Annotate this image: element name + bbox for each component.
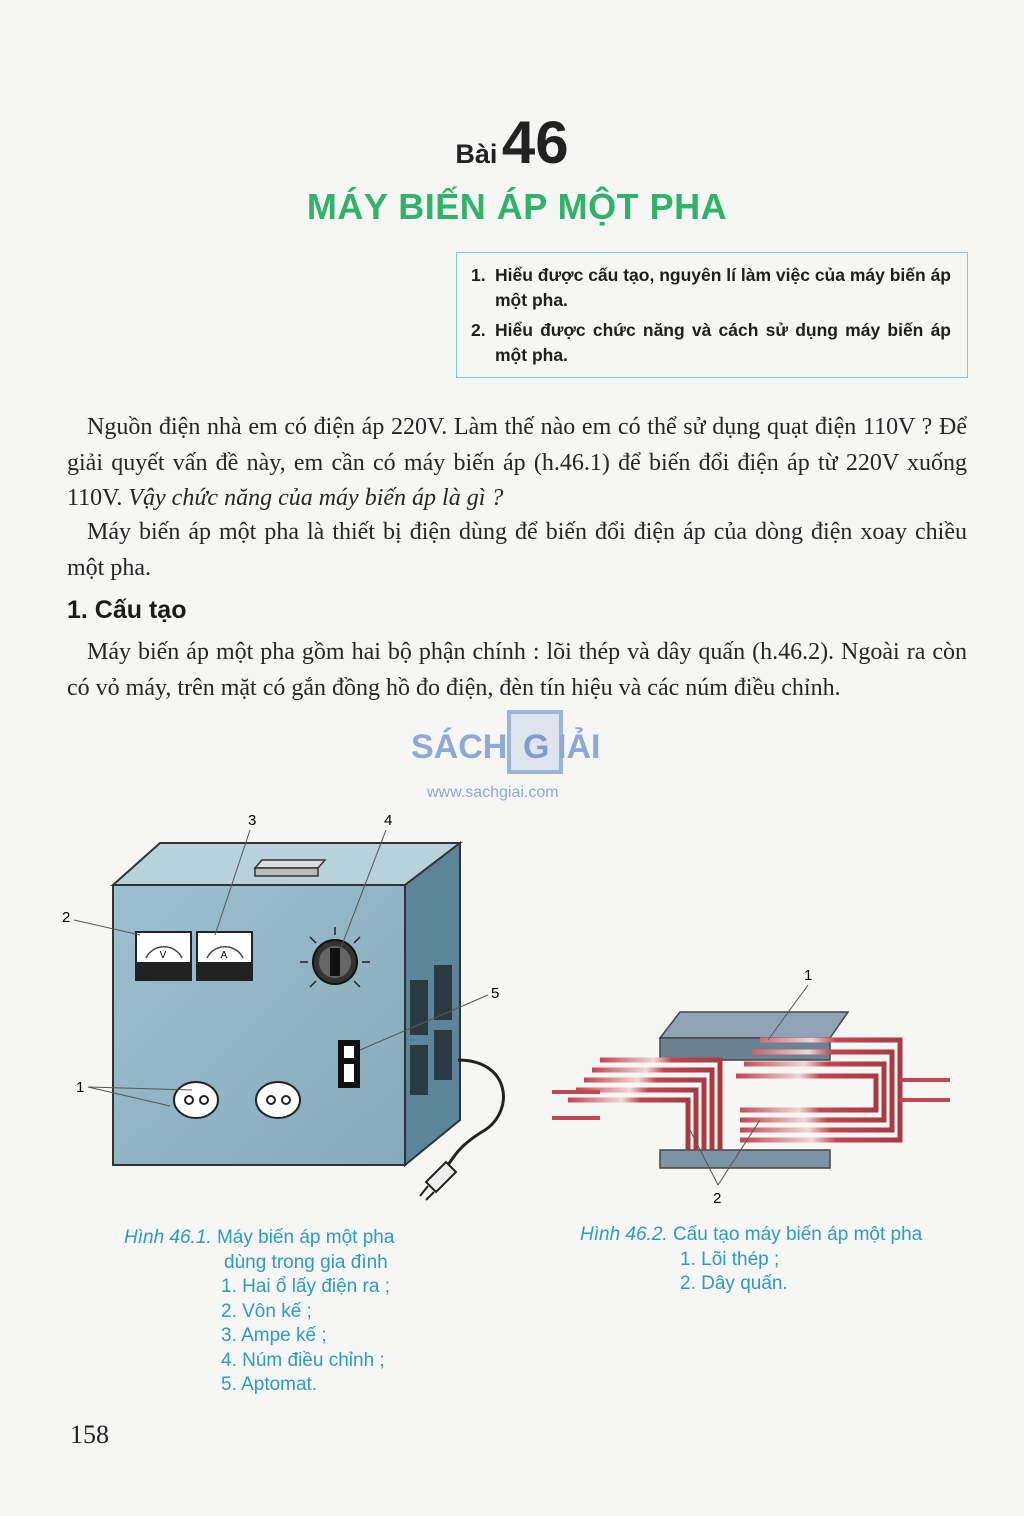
callout-winding: 2: [713, 1190, 722, 1207]
figure1-title-1: Máy biến áp một pha: [216, 1227, 395, 1248]
watermark-url: www.sachgiai.com: [427, 784, 559, 801]
section-heading: 1. Cấu tạo: [67, 596, 187, 624]
figure1-item: 5. Aptomat.: [221, 1374, 318, 1395]
section-text: Máy biến áp một pha gồm hai bộ phận chính : lõi thép và dây quấn (h.46.2). Ngoài ra còn có vỏ máy, trên mặt có gắn đồng hồ đo điện, đèn tín hiệu và các núm điều chỉnh.: [67, 639, 967, 701]
page-number: 158: [70, 1420, 109, 1449]
core-and-winding-illustration: [552, 967, 950, 1207]
figure2-item: 1. Lõi thép ;: [680, 1248, 780, 1270]
callout-2: 2: [62, 909, 71, 926]
lesson-word: Bài: [455, 139, 498, 169]
voltmeter-letter: V: [159, 950, 167, 961]
objective-number: 1.: [471, 265, 486, 285]
intro-question: Vậy chức năng của máy biến áp là gì ?: [128, 485, 504, 511]
intro-text: Nguồn điện nhà em có điện áp 220V. Làm thế nào em có thể sử dụng quạt điện 110V ? Để giải quyết vấn đề này, em cần có máy biến áp (h.46.1) để biến đổi điện áp từ 220V xuống 110V.: [67, 414, 967, 511]
figure1-item: 1. Hai ổ lấy điện ra ;: [221, 1276, 390, 1297]
watermark-left: SÁCH: [411, 728, 508, 766]
objective-number: 2.: [471, 320, 486, 340]
figure1-title-2: dùng trong gia đình: [224, 1251, 388, 1273]
lesson-number: 46: [501, 109, 569, 176]
figure1-item: 4. Núm điều chỉnh ;: [221, 1349, 385, 1371]
callout-4: 4: [384, 812, 393, 829]
figure1-caption: [124, 1226, 394, 1398]
figure2-title: Cấu tạo máy biến áp một pha: [672, 1224, 923, 1245]
intro-definition: Máy biến áp một pha là thiết bị điện dùng để biến đổi điện áp của dòng điện xoay chiều một pha.: [67, 519, 967, 581]
watermark-right: IẢI: [557, 728, 601, 766]
callout-1: 1: [76, 1079, 85, 1096]
ammeter-letter: A: [220, 950, 228, 961]
callout-3: 3: [248, 812, 257, 829]
callout-5: 5: [491, 985, 500, 1002]
figure1-item: 3. Ampe kế ;: [221, 1325, 327, 1346]
transformer-box-illustration: [62, 812, 503, 1200]
figure1-item: 2. Vôn kế ;: [221, 1300, 312, 1322]
figure2-item: 2. Dây quấn.: [680, 1273, 788, 1294]
callout-core: 1: [804, 967, 813, 984]
objective-text: Hiểu được chức năng và cách sử dụng máy biến áp một pha.: [495, 320, 951, 365]
lesson-title: MÁY BIẾN ÁP MỘT PHA: [306, 186, 728, 227]
figure2-caption: [580, 1223, 922, 1297]
objective-text: Hiểu được cấu tạo, nguyên lí làm việc của máy biến áp một pha.: [495, 265, 951, 310]
figure2-label: Hình 46.2.: [580, 1224, 668, 1245]
figure1-label: Hình 46.1.: [124, 1227, 212, 1248]
watermark-letter: G: [523, 728, 550, 766]
